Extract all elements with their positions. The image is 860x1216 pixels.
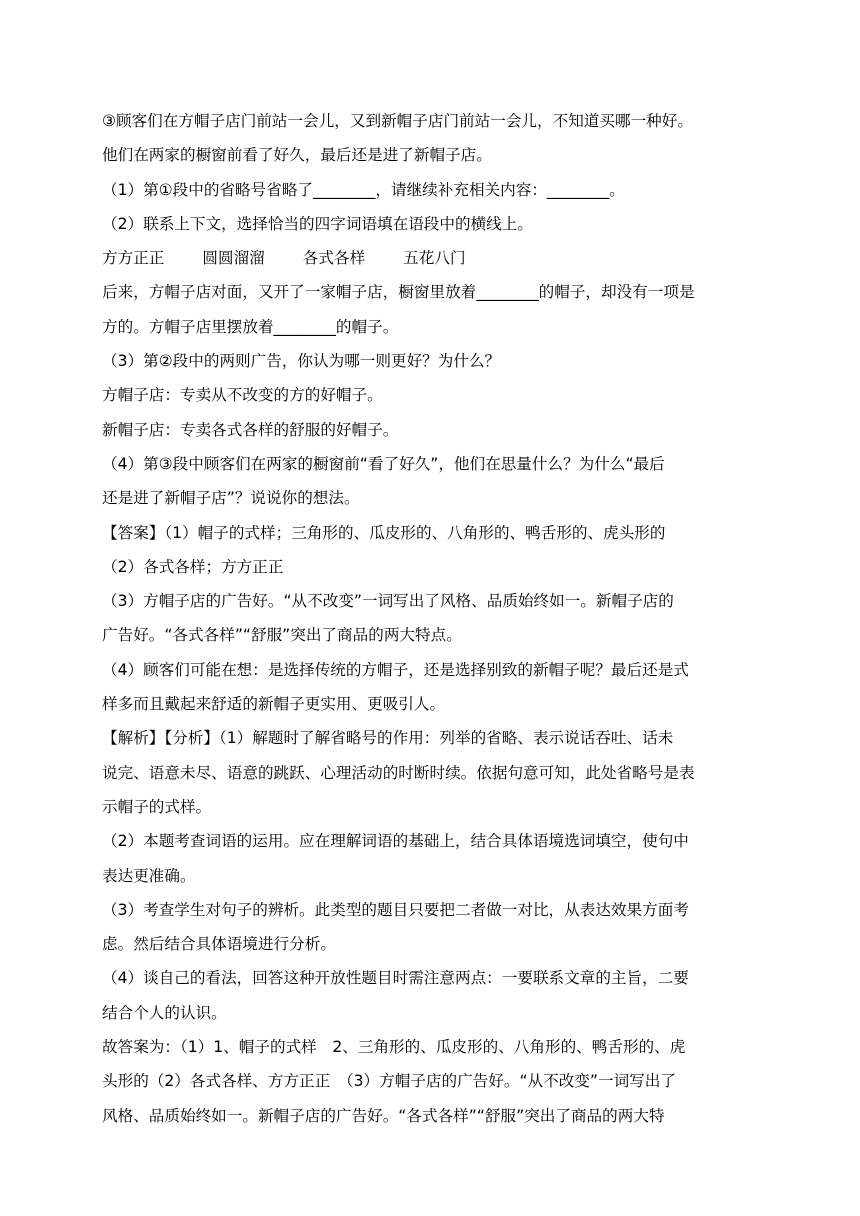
summary-line: 风格、品质始终如一。新帽子店的广告好。“各式各样”“舒服”突出了商品的两大特 (102, 1106, 665, 1125)
summary-line: 头形的（2）各式各样、方方正正 （3）方帽子店的广告好。“从不改变”一词写出了 (102, 1072, 676, 1091)
paragraph-line: 后来，方帽子店对面，又开了一家帽子店，橱窗里放着________的帽子，却没有一项是 (102, 283, 695, 302)
question-line: （3）第②段中的两则广告，你认为哪一则更好？为什么？ (102, 352, 501, 371)
analysis-line: （4）谈自己的看法，回答这种开放性题目时需注意两点：一要联系文章的主旨，二要 (102, 969, 689, 988)
paragraph-line: 新帽子店：专卖各式各样的舒服的好帽子。 (102, 420, 399, 439)
paragraph-line: 方帽子店：专卖从不改变的方的好帽子。 (102, 386, 383, 405)
paragraph-line: ③顾客们在方帽子店门前站一会儿，又到新帽子店门前站一会儿，不知道买哪一种好。 (102, 112, 693, 130)
question-line: （4）第③段中顾客们在两家的橱窗前“看了好久”，他们在思量什么？为什么“最后 (102, 454, 665, 473)
summary-line: 故答案为：（1）1、帽子的式样 2、三角形的、瓜皮形的、八角形的、鸭舌形的、虎 (102, 1038, 686, 1057)
paragraph-line: 他们在两家的橱窗前看了好久，最后还是进了新帽子店。 (102, 146, 492, 165)
analysis-line: 示帽子的式样。 (102, 797, 212, 816)
answer-line: （4）顾客们可能在想：是选择传统的方帽子，还是选择别致的新帽子呢？最后还是式 (102, 660, 689, 679)
word-options (102, 241, 762, 275)
answer-line: 【答案】（1）帽子的式样；三角形的、瓜皮形的、八角形的、鸭舌形的、虎头形的 (102, 523, 666, 542)
analysis-line: 【解析】【分析】（1）解题时了解省略号的作用：列举的省略、表示说话吞吐、话未 (102, 729, 674, 748)
answer-line: 样多而且戴起来舒适的新帽子更实用、更吸引人。 (102, 695, 446, 714)
answer-line: （2）各式各样；方方正正 (102, 557, 284, 576)
question-line: （1）第①段中的省略号省略了________，请继续补充相关内容：________。 (102, 180, 625, 199)
analysis-line: 说完、语意未尽、语意的跳跃、心理活动的时断时续。依据句意可知，此处省略号是表 (102, 763, 695, 782)
analysis-line: 结合个人的认识。 (102, 1003, 227, 1022)
word-option: 方方正正 (102, 249, 165, 268)
analysis-line: 表达更准确。 (102, 866, 196, 885)
answer-line: 广告好。“各式各样”“舒服”突出了商品的两大特点。 (102, 626, 462, 645)
word-option: 圆圆溜溜 (202, 249, 265, 268)
word-option: 五花八门 (403, 249, 466, 268)
answer-line: （3）方帽子店的广告好。“从不改变”一词写出了风格、品质始终如一。新帽子店的 (102, 592, 674, 611)
question-line: （2）联系上下文，选择恰当的四字词语填在语段中的横线上。 (102, 214, 533, 233)
analysis-line: （2）本题考查词语的运用。应在理解词语的基础上，结合具体语境选词填空，使句中 (102, 832, 689, 851)
analysis-line: （3）考查学生对句子的辨析。此类型的题目只要把二者做一对比，从表达效果方面考 (102, 900, 689, 919)
word-option: 各式各样 (302, 249, 366, 268)
analysis-line: 虑。然后结合具体语境进行分析。 (102, 935, 336, 954)
question-line: 还是进了新帽子店”？说说你的想法。 (102, 489, 360, 508)
document-body (102, 104, 762, 1133)
paragraph-line: 方的。方帽子店里摆放着________的帽子。 (102, 317, 399, 336)
